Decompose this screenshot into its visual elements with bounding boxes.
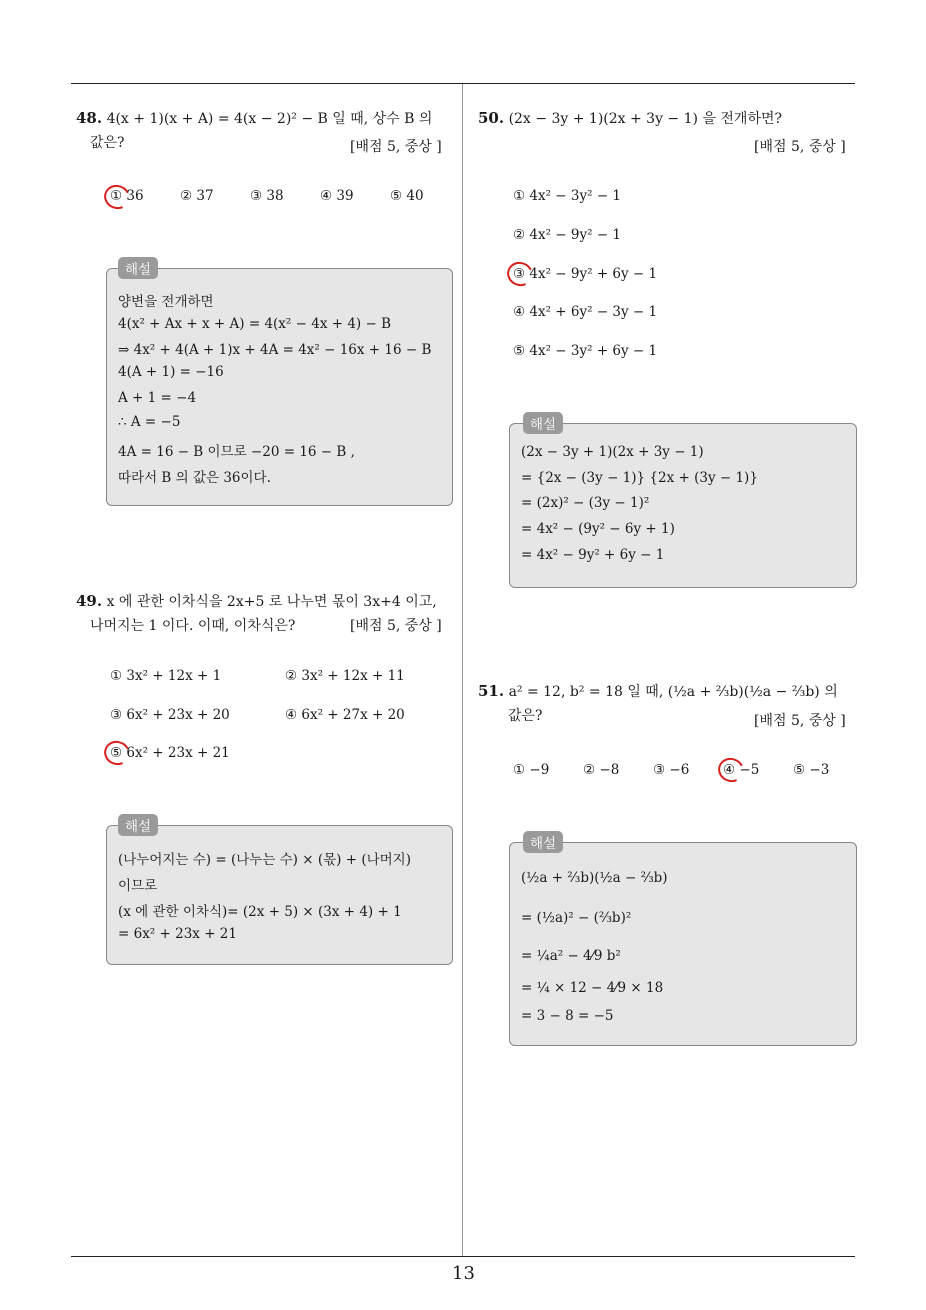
solution-line: (½a + ⅔b)(½a − ⅔b) [521, 870, 668, 886]
choice-2[interactable]: ② −8 [583, 762, 620, 778]
solution-line: (x 에 관한 이차식)= (2x + 5) × (3x + 4) + 1 [118, 904, 402, 920]
question-stem-cont: 값은? [90, 135, 125, 151]
solution-tag: 해설 [523, 412, 563, 434]
question-stem-cont: 값은? [508, 708, 543, 724]
question-stem: (2x − 3y + 1)(2x + 3y − 1) 을 전개하면? [508, 111, 783, 127]
solution-box [106, 825, 453, 965]
solution-line: (2x − 3y + 1)(2x + 3y − 1) [521, 444, 704, 460]
solution-line: ⇒ 4x² + 4(A + 1)x + 4A = 4x² − 16x + 16 − B [118, 342, 432, 358]
question-stem: 4(x + 1)(x + A) = 4(x − 2)² − B 일 때, 상수 B 의 [106, 111, 433, 127]
solution-line: = ¼a² − 4⁄9 b² [521, 948, 621, 964]
choice-1[interactable]: ① −9 [513, 762, 550, 778]
solution-line: = ¼ × 12 − 4⁄9 × 18 [521, 980, 664, 996]
choice-5[interactable]: ⑤ 6x² + 23x + 21 [110, 745, 230, 761]
choice-2[interactable]: ② 4x² − 9y² − 1 [513, 227, 622, 243]
question-number: 49. [76, 592, 103, 610]
choice-3[interactable]: ③ 38 [250, 188, 284, 204]
choice-4[interactable]: ④ 4x² + 6y² − 3y − 1 [513, 304, 658, 320]
solution-line: = 6x² + 23x + 21 [118, 926, 237, 942]
choice-5[interactable]: ⑤ −3 [793, 762, 830, 778]
column-divider [462, 84, 463, 1256]
choice-5[interactable]: ⑤ 40 [390, 188, 424, 204]
question-meta: [배점 5, 중상 ] [754, 713, 846, 729]
solution-line: 따라서 B 의 값은 36이다. [118, 470, 271, 486]
solution-line: ∴ A = −5 [118, 414, 181, 430]
solution-line: (나누어지는 수) = (나누는 수) × (몫) + (나머지) [118, 852, 411, 868]
solution-line: 이므로 [118, 878, 158, 894]
choice-4[interactable]: ④ 6x² + 27x + 20 [285, 707, 405, 723]
choice-1[interactable]: ① 3x² + 12x + 1 [110, 668, 222, 684]
question-number: 51. [478, 682, 505, 700]
choice-5[interactable]: ⑤ 4x² − 3y² + 6y − 1 [513, 343, 658, 359]
choice-3[interactable]: ③ 6x² + 23x + 20 [110, 707, 230, 723]
solution-line: A + 1 = −4 [118, 390, 197, 406]
solution-line: = 4x² − (9y² − 6y + 1) [521, 521, 675, 537]
solution-line: = (2x)² − (3y − 1)² [521, 495, 650, 511]
solution-tag: 해설 [118, 257, 158, 279]
solution-line: 양변을 전개하면 [118, 294, 214, 310]
solution-tag: 해설 [523, 831, 563, 853]
question-number: 50. [478, 109, 505, 127]
solution-line: = 3 − 8 = −5 [521, 1008, 614, 1024]
solution-line: = (½a)² − (⅔b)² [521, 910, 632, 926]
solution-line: 4(x² + Ax + x + A) = 4(x² − 4x + 4) − B [118, 316, 391, 332]
solution-line: = {2x − (3y − 1)} {2x + (3y − 1)} [521, 470, 758, 486]
question-meta: [배점 5, 중상 ] [350, 618, 442, 634]
choice-1[interactable]: ① 36 [110, 188, 144, 204]
question-stem-cont: 나머지는 1 이다. 이때, 이차식은? [90, 618, 296, 634]
question-meta: [배점 5, 중상 ] [754, 139, 846, 155]
question-stem: a² = 12, b² = 18 일 때, (½a + ⅔b)(½a − ⅔b) 의 [508, 684, 838, 700]
question-number: 48. [76, 109, 103, 127]
choice-3[interactable]: ③ 4x² − 9y² + 6y − 1 [513, 266, 658, 282]
choice-2[interactable]: ② 3x² + 12x + 11 [285, 668, 405, 684]
page-number: 13 [452, 1263, 475, 1284]
choice-4[interactable]: ④ −5 [723, 762, 760, 778]
question-stem: x 에 관한 이차식을 2x+5 로 나누면 몫이 3x+4 이고, [106, 594, 437, 610]
solution-line: = 4x² − 9y² + 6y − 1 [521, 547, 665, 563]
solution-line: 4(A + 1) = −16 [118, 364, 224, 380]
choice-3[interactable]: ③ −6 [653, 762, 690, 778]
question-meta: [배점 5, 중상 ] [350, 139, 442, 155]
choice-2[interactable]: ② 37 [180, 188, 214, 204]
bottom-rule [71, 1256, 855, 1257]
solution-line: 4A = 16 − B 이므로 −20 = 16 − B , [118, 444, 355, 460]
choice-4[interactable]: ④ 39 [320, 188, 354, 204]
question-50 [478, 106, 858, 131]
solution-tag: 해설 [118, 814, 158, 836]
choice-1[interactable]: ① 4x² − 3y² − 1 [513, 188, 622, 204]
top-rule [71, 83, 855, 84]
